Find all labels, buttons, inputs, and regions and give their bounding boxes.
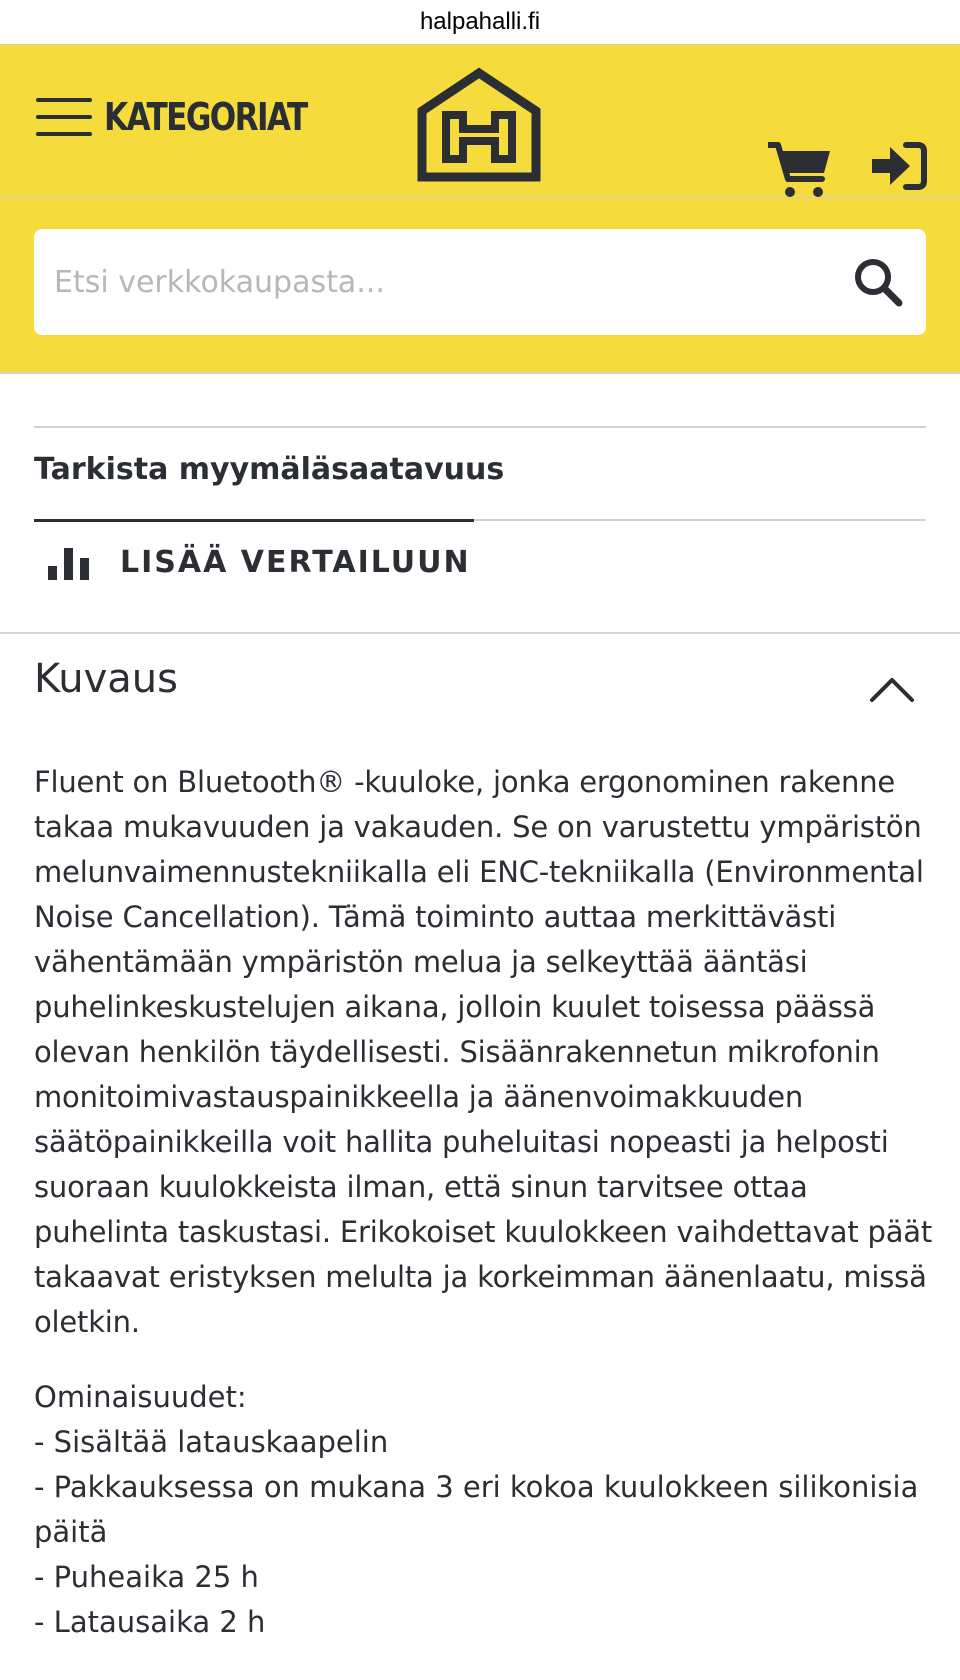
section-divider <box>0 632 960 634</box>
availability-underline <box>34 519 474 522</box>
chevron-up-icon[interactable] <box>868 674 916 704</box>
check-store-availability-link[interactable]: Tarkista myymäläsaatavuus <box>34 452 505 487</box>
add-to-compare-button[interactable] <box>48 544 471 580</box>
search-box <box>34 229 926 335</box>
add-to-compare-label: LISÄÄ VERTAILUUN <box>120 544 471 580</box>
site-header <box>0 45 960 199</box>
categories-menu-button[interactable] <box>36 95 351 139</box>
description-title: Kuvaus <box>34 656 178 702</box>
cart-icon[interactable] <box>768 141 830 199</box>
bar-chart-icon <box>48 544 90 580</box>
search-icon[interactable] <box>852 256 904 308</box>
feature-item: - Pakkauksessa on mukana 3 eri kokoa kuulokkeen silikonisia päitä <box>34 1470 919 1549</box>
features-list <box>34 1375 934 1645</box>
divider <box>474 519 926 521</box>
hamburger-icon <box>36 96 92 138</box>
categories-menu-label: KATEGORIAT <box>104 95 307 139</box>
features-title: Ominaisuudet: <box>34 1380 247 1414</box>
halpahalli-logo[interactable] <box>416 67 542 183</box>
search-section <box>0 199 960 374</box>
divider <box>34 426 926 428</box>
feature-item: - Latausaika 2 h <box>34 1605 266 1639</box>
browser-url-bar[interactable] <box>0 0 960 45</box>
description-body: Fluent on Bluetooth® -kuuloke, jonka ergonominen rakenne takaa mukavuuden ja vakauden. Se on varustettu ympäristön melunvaimennustekniikalla eli ENC-tekniikalla (Environmental Noise Cancellation). Tämä toiminto auttaa merkittävästi vähentämään ympäristön melua ja selkeyttää ääntäsi puhelinkeskustelujen aikana, jolloin kuulet toisessa päässä olevan henkilön täydellisesti. Sisäänrakennetun mikrofonin monitoimivastauspainikkeella ja äänenvoimakkuuden säätöpainikkeilla voit hallita puheluitasi nopeasti ja helposti suoraan kuulokkeista ilman, että sinun tarvitsee ottaa puhelinta taskustasi. Erikokoiset kuulokkeen vaihdettavat päät takaavat eristyksen melulta ja korkeimman äänenlaatu, missä oletkin. <box>34 765 933 1339</box>
feature-item: - Puheaika 25 h <box>34 1560 259 1594</box>
login-icon[interactable] <box>872 141 928 191</box>
feature-item: - Sisältää latauskaapelin <box>34 1425 389 1459</box>
search-input[interactable] <box>34 264 852 301</box>
url-text: halpahalli.fi <box>419 8 541 35</box>
